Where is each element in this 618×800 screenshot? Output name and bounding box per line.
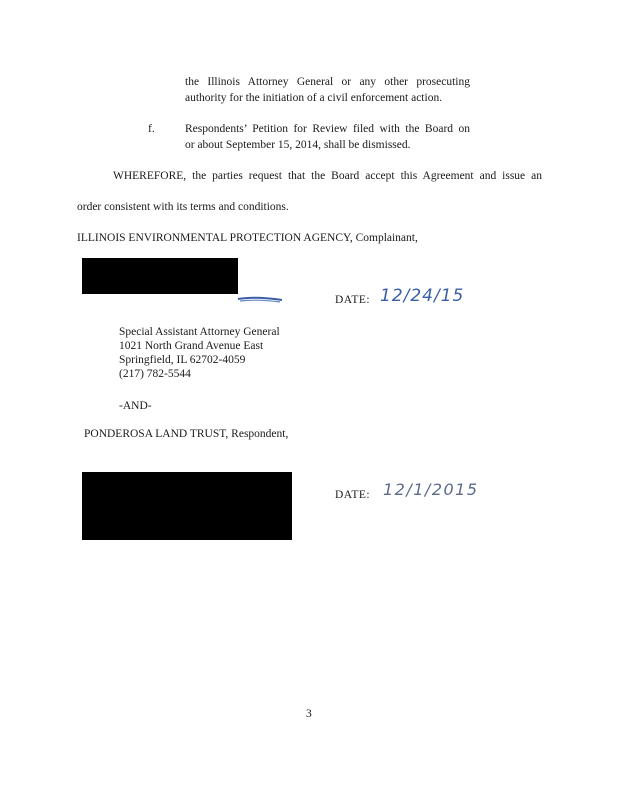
signer-title: Special Assistant Attorney General <box>119 326 280 338</box>
wherefore-line-2: order consistent with its terms and conditions. <box>77 201 289 213</box>
item-f-line-2: or about September 15, 2014, shall be dismissed. <box>185 139 411 151</box>
item-e-line-2: authority for the initiation of a civil enforcement action. <box>185 92 443 104</box>
complainant-heading: ILLINOIS ENVIRONMENTAL PROTECTION AGENCY, Complainant, <box>77 232 418 244</box>
respondent-date-label: DATE: <box>335 489 371 501</box>
address-line-1: 1021 North Grand Avenue East <box>119 340 264 352</box>
respondent-heading: PONDEROSA LAND TRUST, Respondent, <box>84 428 289 440</box>
item-f-marker: f. <box>148 123 155 135</box>
phone-number: (217) 782-5544 <box>119 368 191 380</box>
complainant-date-label: DATE: <box>335 294 371 306</box>
respondent-signature-redaction <box>82 472 292 540</box>
item-f-line-1: Respondents’ Petition for Review filed with the Board on <box>185 123 470 135</box>
wherefore-line-1: WHEREFORE, the parties request that the Board accept this Agreement and issue an <box>113 170 542 182</box>
address-line-2: Springfield, IL 62702-4059 <box>119 354 246 366</box>
item-e-line-1: the Illinois Attorney General or any other prosecuting <box>185 76 470 88</box>
complainant-signature-redaction <box>82 258 238 294</box>
and-separator: -AND- <box>119 400 152 412</box>
signature-stroke-icon <box>236 294 286 304</box>
respondent-date-handwritten: 12/1/2015 <box>383 480 479 499</box>
page-number: 3 <box>306 708 312 720</box>
complainant-date-handwritten: 12/24/15 <box>380 286 465 306</box>
